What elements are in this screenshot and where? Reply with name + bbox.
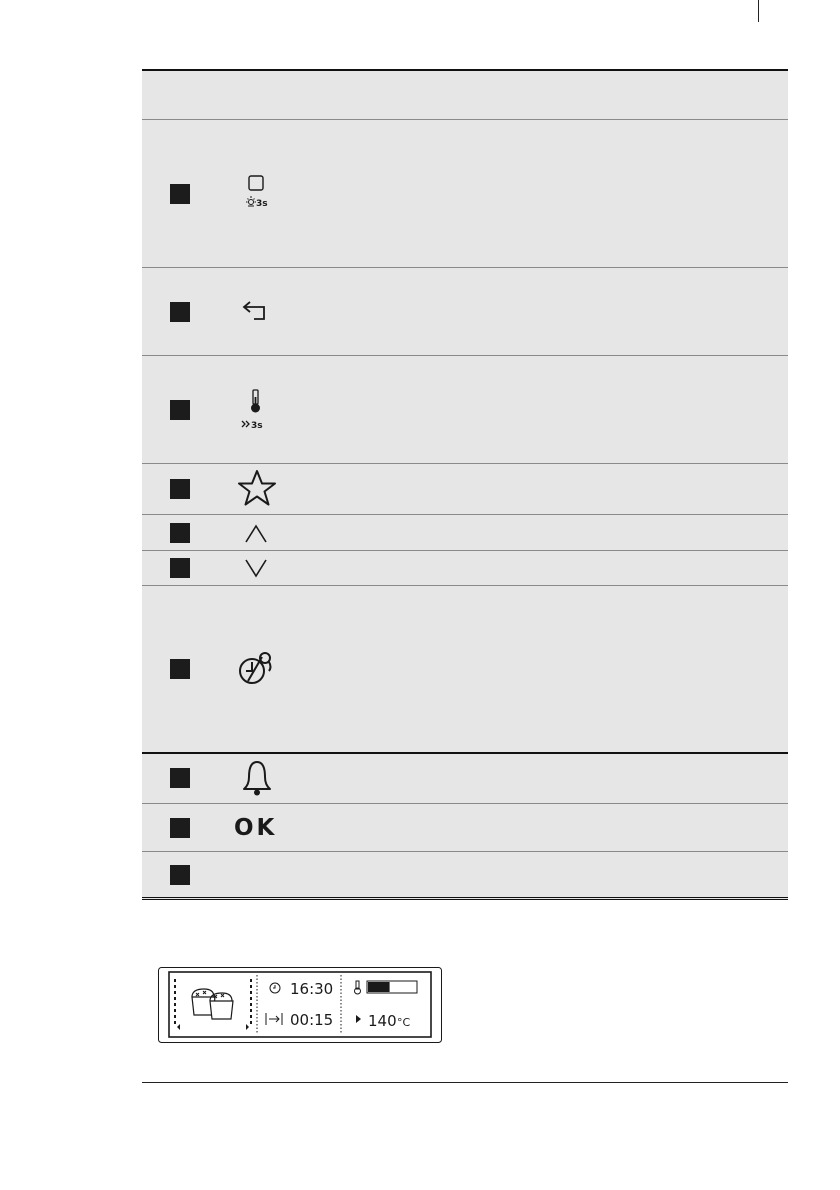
table-row-down [142,551,788,586]
thermometer-icon [236,388,286,432]
ok-label: OK [234,814,278,841]
chevron-down-icon [236,556,286,580]
temperature-hold-caption: 3s [251,420,263,431]
chevron-up-icon [236,521,286,545]
row-marker [170,818,190,838]
table-row-timer [142,753,788,804]
display-temperature-unit: °C [397,1016,411,1029]
top-margin-line [758,0,759,22]
bell-icon [236,757,286,799]
display-duration: 00:15 [290,1011,334,1029]
oven-display-illustration [158,967,442,1043]
display-time: 16:30 [290,980,334,998]
clock-probe-icon [236,649,286,689]
row-marker [170,865,190,885]
row-marker [170,479,190,499]
bottom-rule [142,1082,788,1083]
star-icon [236,468,286,510]
row-marker [170,184,190,204]
table-row-ok [142,804,788,852]
table-row-clock [142,586,788,753]
row-marker [170,659,190,679]
row-marker [170,558,190,578]
back-arrow-icon [236,299,286,325]
table-row-temperature [142,356,788,464]
row-marker [170,523,190,543]
lamp-hold-caption: 3s [256,198,268,209]
table-row-favourite [142,464,788,515]
table-row-lamp [142,120,788,268]
lamp-square-icon [236,174,286,214]
table-header-row [142,70,788,120]
display-temperature: 140 [368,1012,397,1030]
row-marker [170,400,190,420]
control-panel-table [142,69,788,900]
row-marker [170,768,190,788]
row-marker [170,302,190,322]
table-row-back [142,268,788,356]
table-row-up [142,515,788,551]
table-row-empty [142,852,788,899]
heat-level-fill [368,982,390,992]
